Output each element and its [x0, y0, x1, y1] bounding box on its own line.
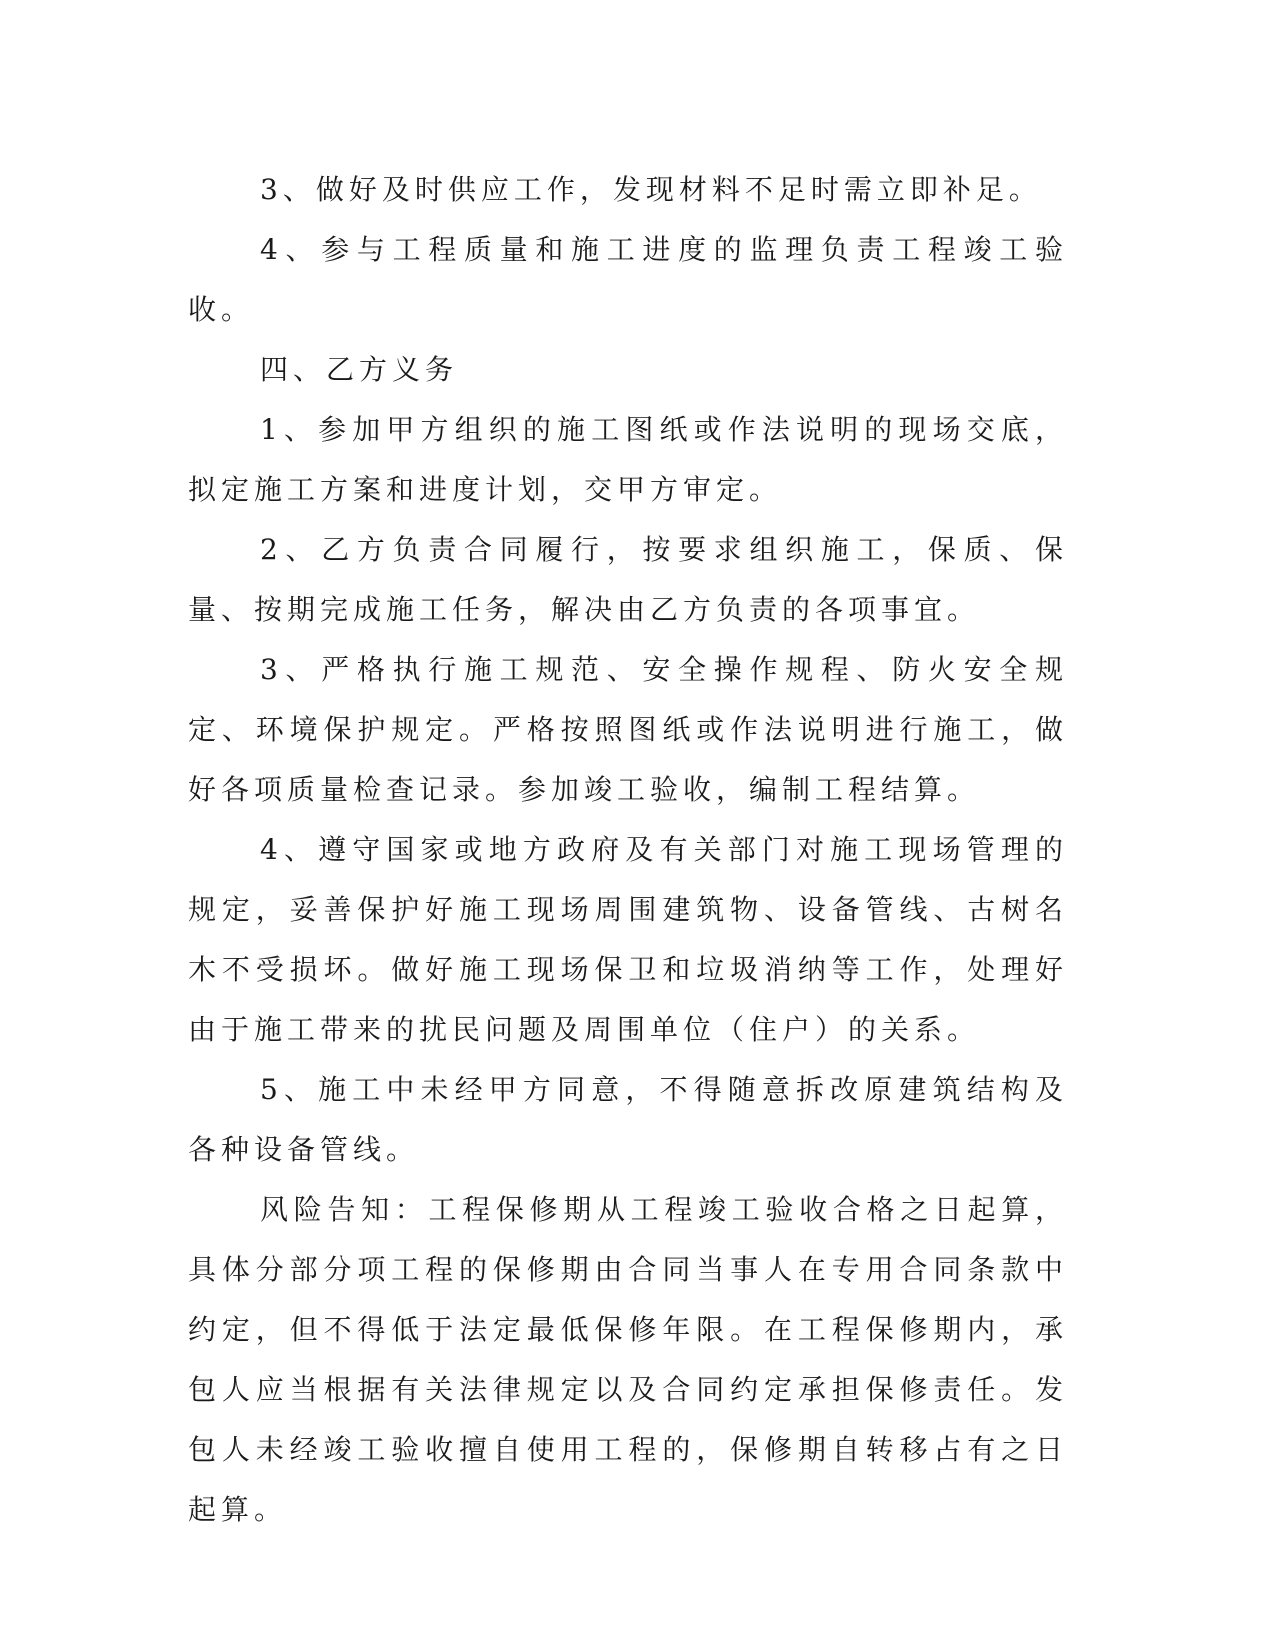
- paragraph-obligation-1: 1、参加甲方组织的施工图纸或作法说明的现场交底，拟定施工方案和进度计划，交甲方审定。: [188, 413, 1068, 506]
- document-body: [188, 160, 1068, 1540]
- paragraph-risk-notice: 风险告知：工程保修期从工程竣工验收合格之日起算，具体分部分项工程的保修期由合同当事人在专用合同条款中约定，但不得低于法定最低保修年限。在工程保修期内，承包人应当根据有关法律规定以及合同约定承担保修责任。发包人未经竣工验收擅自使用工程的，保修期自转移占有之日起算。: [188, 1193, 1068, 1526]
- paragraph-obligation-3: 3、严格执行施工规范、安全操作规程、防火安全规定、环境保护规定。严格按照图纸或作法说明进行施工，做好各项质量检查记录。参加竣工验收，编制工程结算。: [188, 653, 1068, 806]
- paragraph-obligation-4: 4、遵守国家或地方政府及有关部门对施工现场管理的规定，妥善保护好施工现场周围建筑物、设备管线、古树名木不受损坏。做好施工现场保卫和垃圾消纳等工作，处理好由于施工带来的扰民问题及周围单位（住户）的关系。: [188, 833, 1068, 1046]
- paragraph-supply-duty: 3、做好及时供应工作，发现材料不足时需立即补足。: [260, 173, 1042, 206]
- paragraph-obligation-5: 5、施工中未经甲方同意，不得随意拆改原建筑结构及各种设备管线。: [188, 1073, 1068, 1166]
- section-heading-party-b-obligations: 四、乙方义务: [260, 353, 459, 386]
- paragraph-obligation-2: 2、乙方负责合同履行，按要求组织施工，保质、保量、按期完成施工任务，解决由乙方负责的各项事宜。: [188, 533, 1068, 626]
- paragraph-supervision-duty: 4、参与工程质量和施工进度的监理负责工程竣工验收。: [188, 233, 1068, 326]
